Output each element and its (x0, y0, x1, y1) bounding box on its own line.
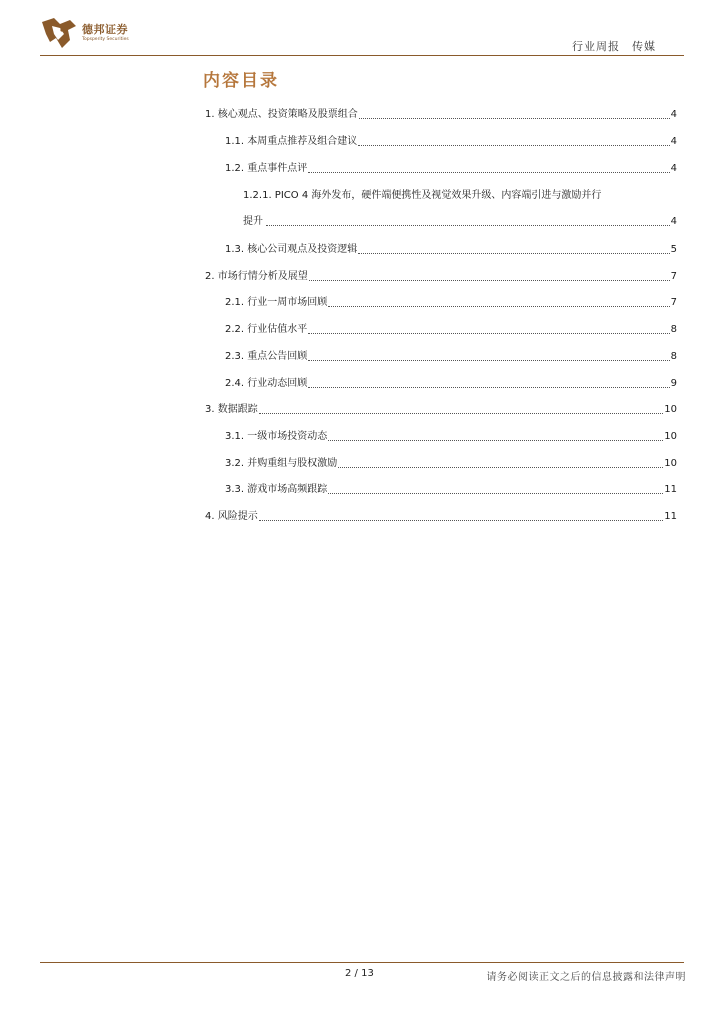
toc-title: 内容目录 (203, 71, 279, 91)
toc-entry-page: 4 (670, 163, 677, 174)
toc-entry[interactable] (225, 133, 677, 149)
toc-entry[interactable] (225, 348, 677, 364)
toc-entry[interactable] (225, 294, 677, 310)
toc-leader (266, 224, 670, 226)
toc-entry-label: 2.2. 行业估值水平 (225, 324, 308, 335)
header-divider (40, 55, 684, 56)
toc-entry[interactable] (225, 241, 677, 257)
toc-entry[interactable] (225, 160, 677, 176)
logo-name: 德邦证券 (82, 23, 128, 36)
toc-entry-label: 1.2.1. PICO 4 海外发布，硬件端便携性及视觉效果升级、内容端引进与激励并行 (243, 190, 602, 201)
toc-leader (328, 305, 669, 307)
toc-leader (358, 252, 669, 254)
toc-entry[interactable] (225, 375, 677, 391)
toc-entry-page: 7 (670, 297, 677, 308)
toc-entry-label: 2. 市场行情分析及展望 (205, 271, 308, 282)
toc-leader (338, 466, 663, 468)
toc-entry[interactable] (225, 321, 677, 337)
toc-entry-label: 2.3. 重点公告回顾 (225, 351, 308, 362)
toc-entry-page: 10 (664, 458, 677, 469)
toc-entry-page: 8 (670, 324, 677, 335)
toc-entry-label: 1.2. 重点事件点评 (225, 163, 308, 174)
toc-entry-page: 5 (670, 244, 677, 255)
toc-leader (308, 171, 669, 173)
toc-entry-label: 3.2. 并购重组与股权激励 (225, 458, 338, 469)
toc-entry-label: 2.1. 行业一周市场回顾 (225, 297, 328, 308)
report-type: 行业周报 (572, 40, 620, 53)
toc-entry-label: 提升 (243, 216, 263, 227)
report-sector: 传媒 (632, 40, 656, 53)
toc-entry-page: 10 (664, 404, 677, 415)
footer-divider (40, 962, 684, 963)
toc-leader (309, 279, 670, 281)
toc-entry-page: 11 (664, 511, 677, 522)
toc-leader (259, 519, 664, 521)
toc-leader (308, 386, 669, 388)
toc-entry-page: 4 (670, 216, 677, 227)
toc-entry-page: 7 (670, 271, 677, 282)
toc-entry-label: 1.3. 核心公司观点及投资逻辑 (225, 244, 358, 255)
toc-entry-continuation[interactable] (243, 213, 677, 229)
toc-leader (328, 439, 663, 441)
toc-leader (308, 332, 669, 334)
logo-english-name: Topsperity Securities (82, 37, 129, 42)
toc-entry[interactable] (225, 481, 677, 497)
toc-entry-label: 4. 风险提示 (205, 511, 258, 522)
report-category (572, 38, 656, 54)
toc-leader (259, 412, 664, 414)
disclaimer-note: 请务必阅读正文之后的信息披露和法律声明 (486, 972, 686, 983)
toc-entry[interactable] (205, 401, 677, 417)
toc-leader (328, 492, 663, 494)
toc-entry[interactable] (205, 268, 677, 284)
toc-entry-page: 10 (664, 431, 677, 442)
toc-entry-label: 3. 数据跟踪 (205, 404, 258, 415)
toc-entry-page: 9 (670, 378, 677, 389)
toc-entry[interactable] (205, 508, 677, 524)
toc-entry[interactable] (243, 187, 677, 203)
toc-entry[interactable] (205, 106, 677, 122)
logo-mark-icon (40, 16, 78, 50)
toc-entry[interactable] (225, 428, 677, 444)
toc-entry-label: 1.1. 本周重点推荐及组合建议 (225, 136, 358, 147)
toc-leader (308, 359, 669, 361)
company-logo (40, 16, 140, 52)
toc-entry-page: 4 (670, 136, 677, 147)
toc-leader (358, 144, 669, 146)
toc-leader (359, 117, 670, 119)
toc-entry-page: 8 (670, 351, 677, 362)
toc-entry-page: 11 (664, 484, 677, 495)
toc-entry-label: 3.1. 一级市场投资动态 (225, 431, 328, 442)
toc-entry-label: 3.3. 游戏市场高频跟踪 (225, 484, 328, 495)
toc-entry-label: 1. 核心观点、投资策略及股票组合 (205, 109, 358, 120)
toc-entry[interactable] (225, 455, 677, 471)
toc-entry-page: 4 (670, 109, 677, 120)
page-number: 2 / 13 (345, 968, 374, 979)
toc-entry-label: 2.4. 行业动态回顾 (225, 378, 308, 389)
